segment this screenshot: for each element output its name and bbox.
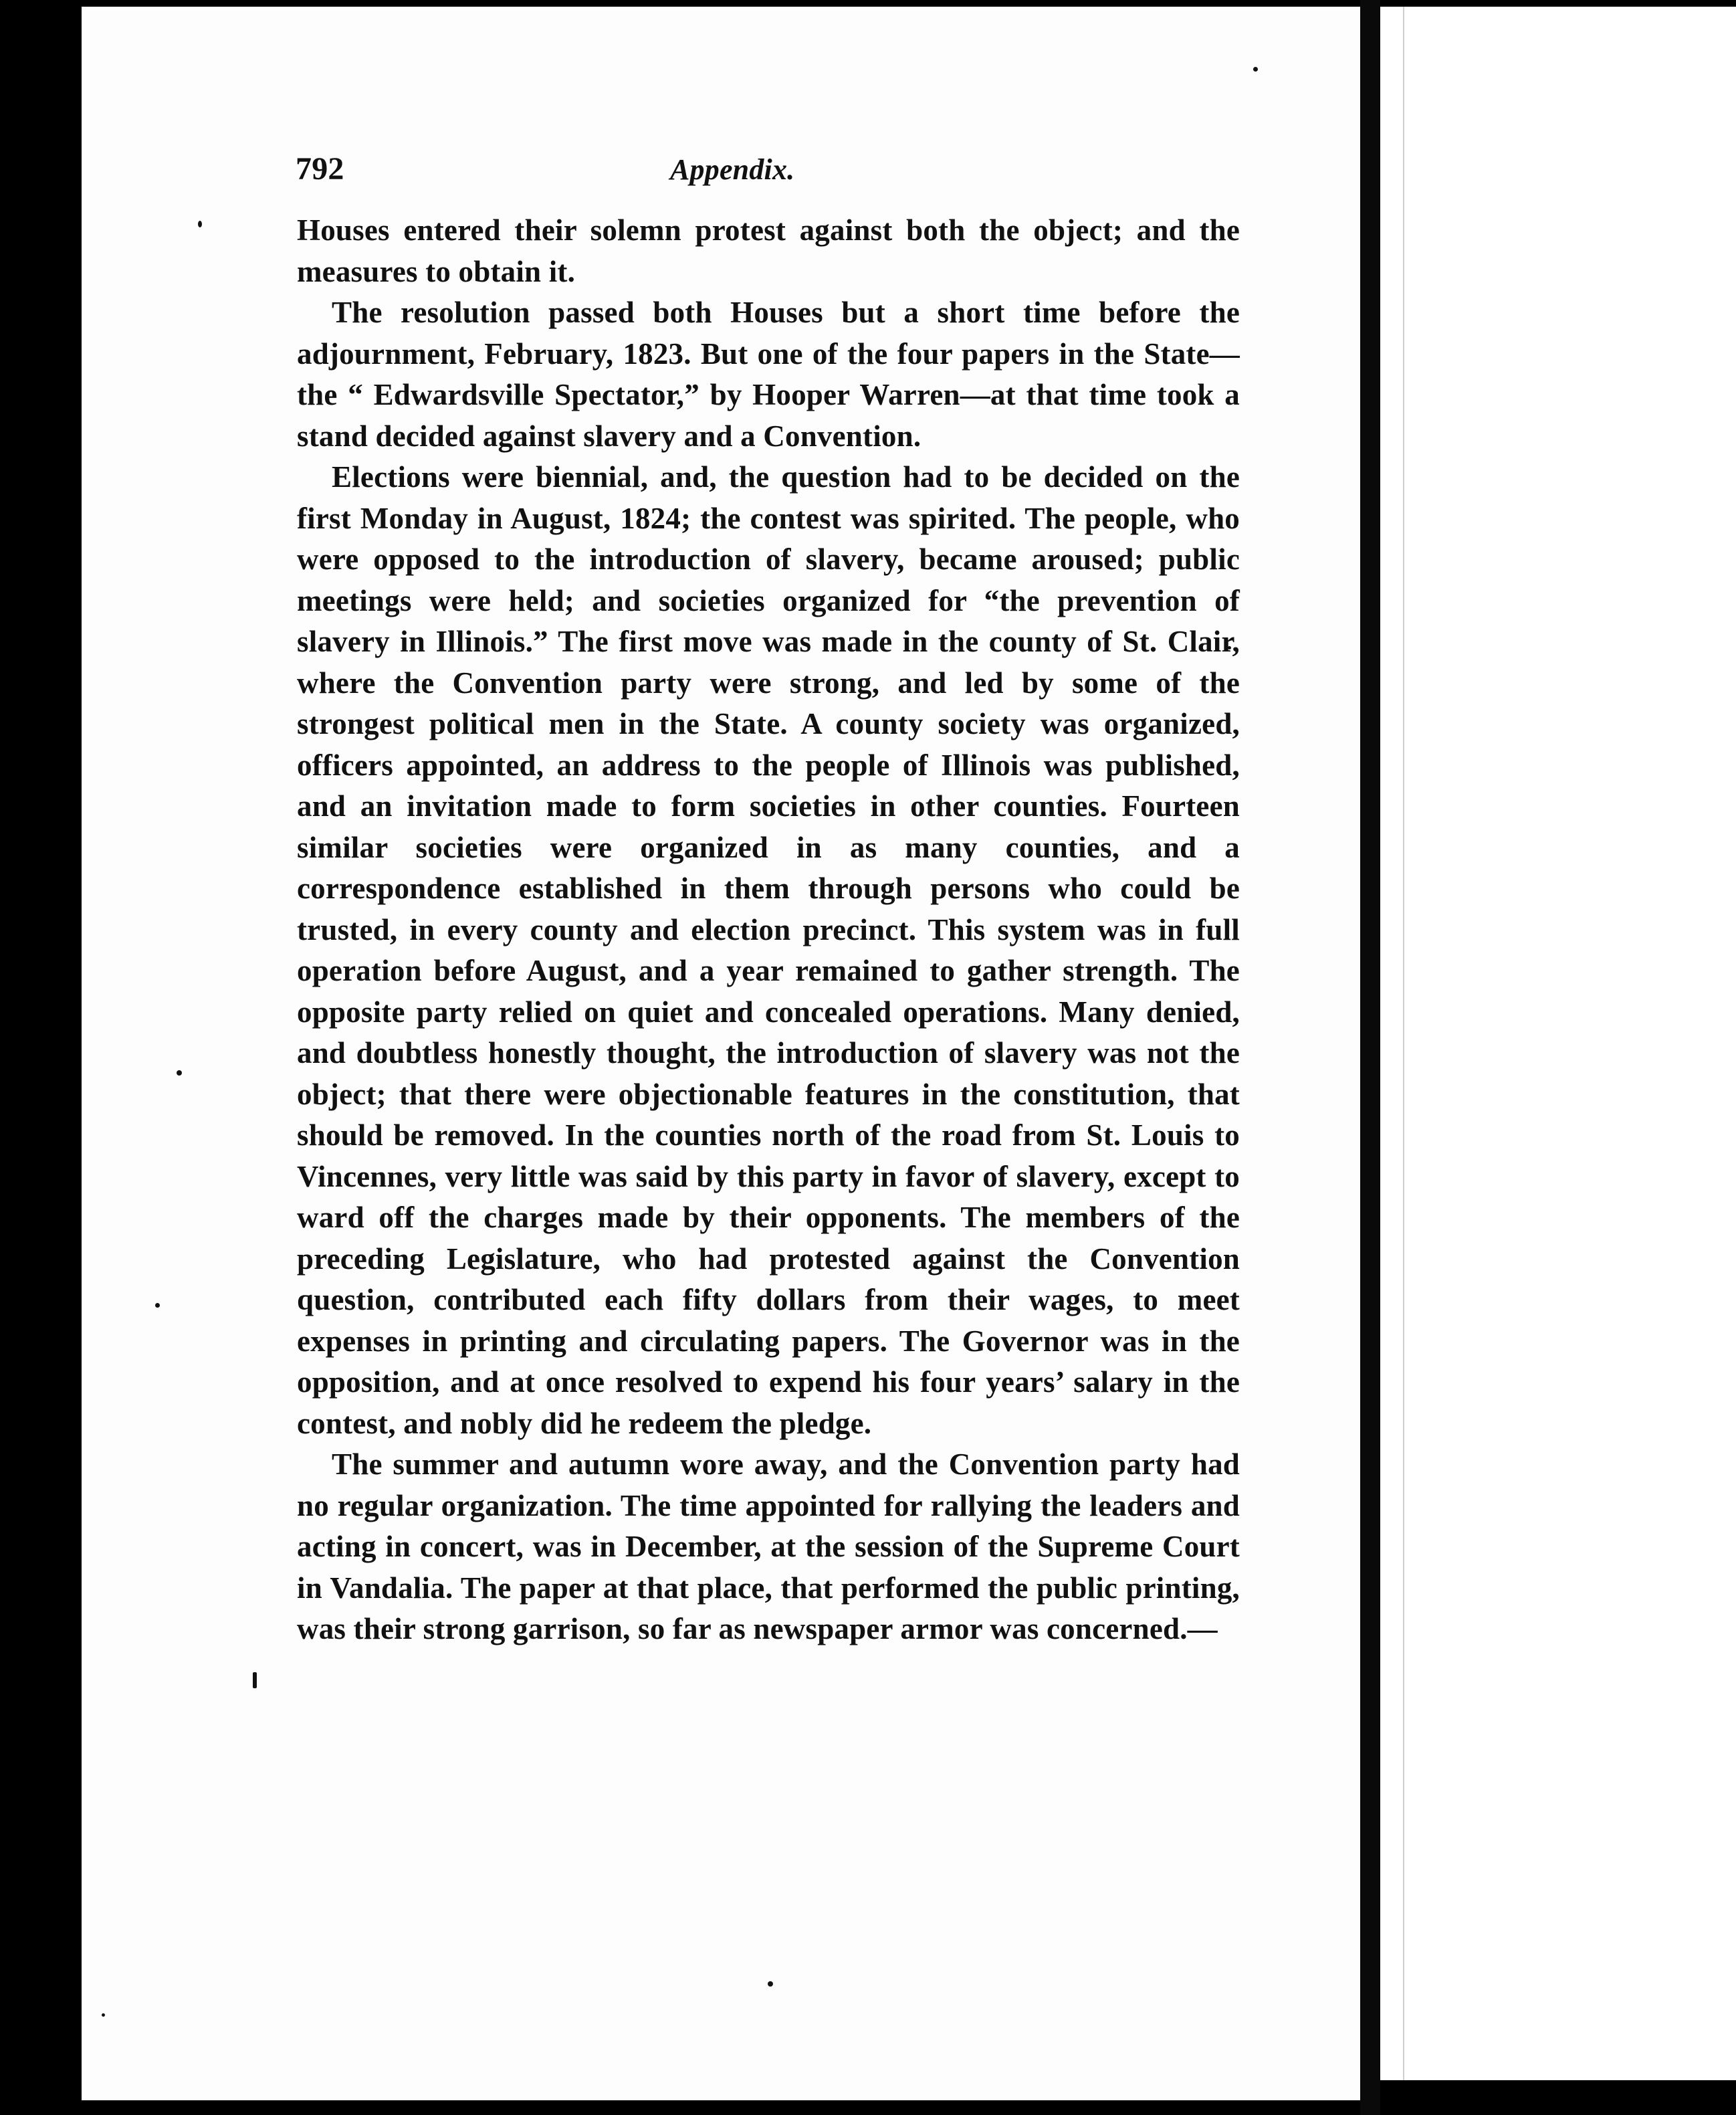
binding-gutter	[1360, 0, 1380, 2115]
paragraph: Elections were biennial, and, the question had to be decided on the first Monday in August, 1824; the contest was spirited. The people, who were opposed to the introduction of slavery, became aroused; public meetings were held; and societies organized for “the prevention of slavery in Illinois.” The first move was made in the county of St. Clair, where the Convention party were strong, and led by some of the strongest political men in the State. A county society was organized, officers appointed, an address to the people of Illinois was published, and an invitation made to form societies in other counties. Fourteen similar societies were organized in as many counties, and a correspondence established in them through persons who could be trusted, in every county and election precinct. This system was in full operation before August, and a year remained to gather strength. The opposite party relied on quiet and concealed operations. Many denied, and doubtless honestly thought, the introduction of slavery was not the object; that there were objectionable features in the constitution, that should be removed. In the counties north of the road from St. Louis to Vincennes, very little was said by this party in favor of slavery, except to ward off the charges made by their opponents. The members of the preceding Legislature, who had protested against the Convention question, contributed each fifty dollars from their wages, to meet expenses in printing and circulating papers. The Governor was in the opposition, and at once resolved to expend his four years’ salary in the contest, and nobly did he redeem the pledge.	[297, 460, 1240, 1440]
ink-speck	[102, 2013, 105, 2017]
ink-speck	[198, 221, 202, 227]
facing-page-blank	[1380, 7, 1736, 2080]
paragraph: The summer and autumn wore away, and the Convention party had no regular organization. The time appointed for rallying the leaders and acting in concert, was in December, at the session of the Supreme Court in Vandalia. The paper at that place, that performed the public printing, was their strong garrison, so far as newspaper armor was concerned.—	[297, 1447, 1240, 1645]
section-title: Appendix.	[670, 153, 795, 186]
ink-speck	[253, 1672, 257, 1688]
ink-speck	[177, 1070, 182, 1076]
page-text	[297, 148, 1240, 1650]
paragraph: Houses entered their solemn protest against both the object; and the measures to obtain it.	[297, 213, 1240, 288]
facing-page-edge	[1403, 7, 1404, 2080]
ink-speck	[1253, 67, 1258, 72]
paragraph: The resolution passed both Houses but a short time before the adjournment, February, 1823. But one of the four papers in the State—the “ Edwardsville Spectator,” by Hooper Warren—at that time took a stand decided against slavery and a Convention.	[297, 296, 1240, 453]
ink-speck	[768, 1981, 773, 1987]
page-number: 792	[296, 151, 344, 187]
running-head	[296, 148, 1240, 195]
ink-speck	[155, 1303, 160, 1308]
